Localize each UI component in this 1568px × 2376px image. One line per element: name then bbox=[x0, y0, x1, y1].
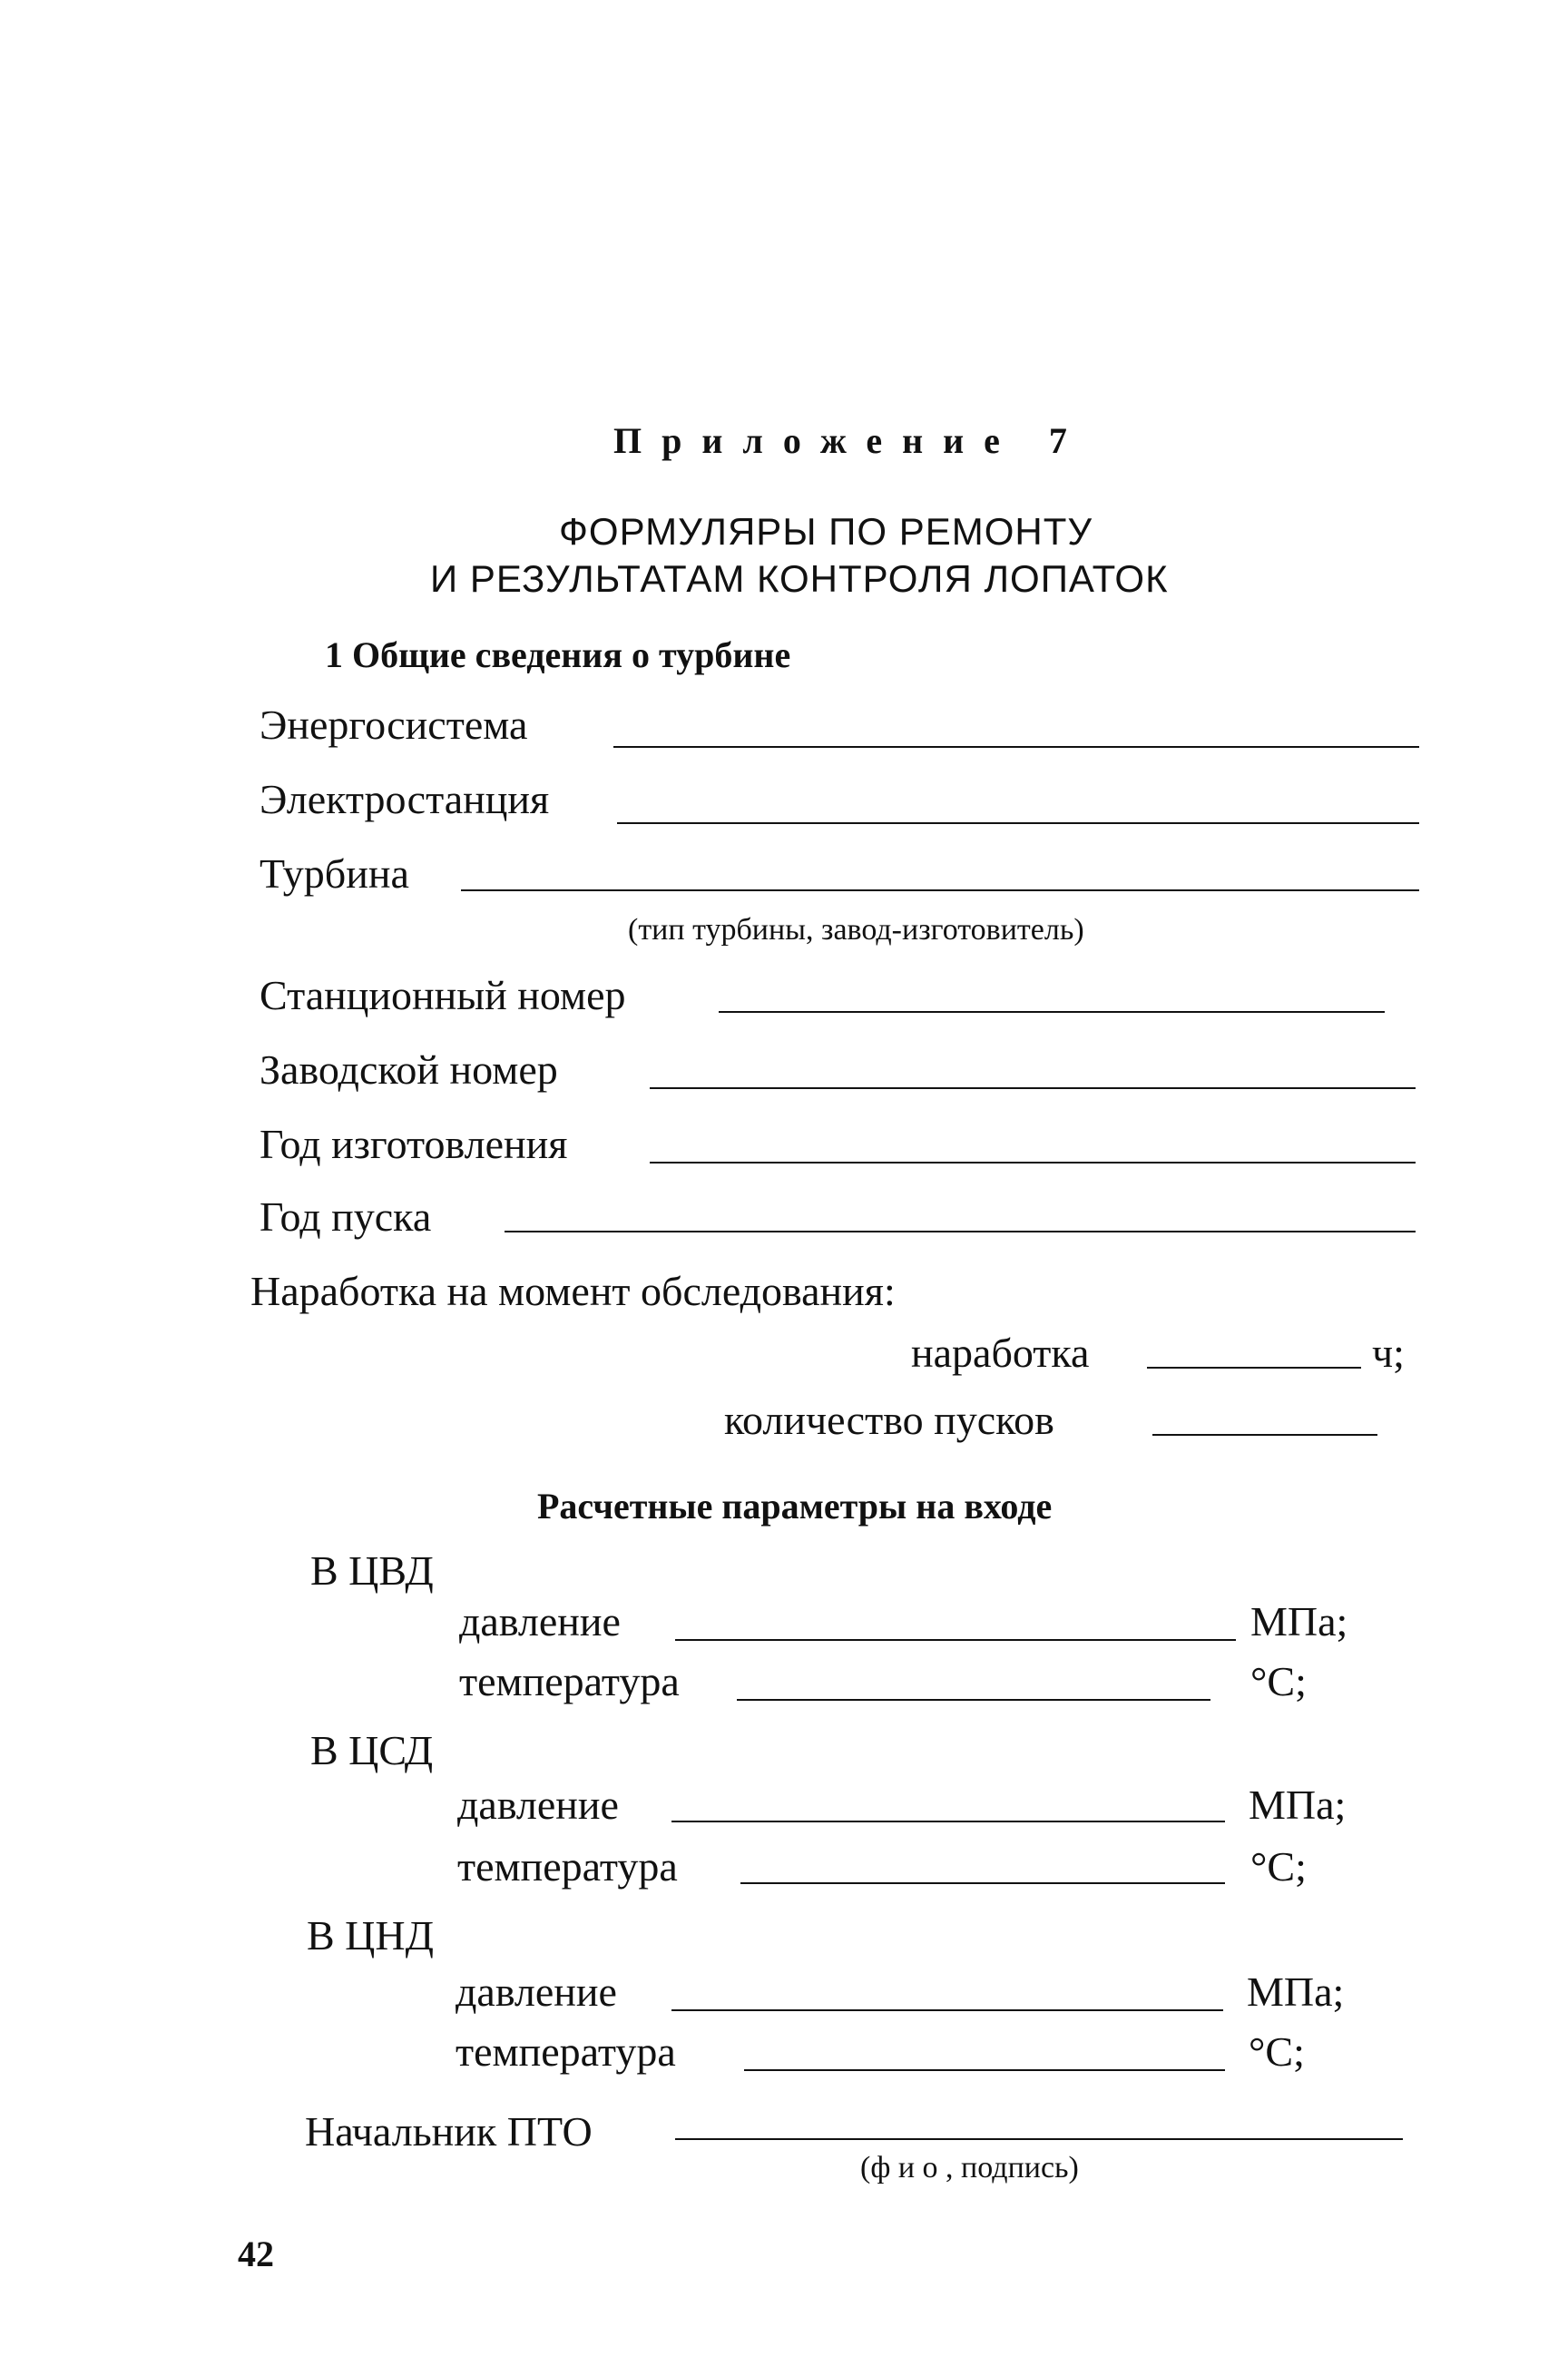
ip-pressure-unit: МПа; bbox=[1249, 1782, 1347, 1828]
ip-temperature-unit: °С; bbox=[1250, 1843, 1307, 1890]
manufacture-year-label: Год изготовления bbox=[260, 1121, 568, 1167]
ip-pressure-field[interactable] bbox=[671, 1821, 1225, 1822]
station-number-field[interactable] bbox=[719, 1011, 1385, 1013]
params-heading: Расчетные параметры на входе bbox=[537, 1486, 1053, 1527]
ip-temperature-label: температура bbox=[457, 1843, 678, 1890]
section-heading: 1 Общие сведения о турбине bbox=[325, 634, 791, 675]
start-year-label: Год пуска bbox=[260, 1193, 432, 1240]
manufacture-year-field[interactable] bbox=[650, 1162, 1416, 1163]
title-line-2: И РЕЗУЛЬТАТАМ КОНТРОЛЯ ЛОПАТОК bbox=[430, 557, 1169, 600]
power-station-field[interactable] bbox=[617, 822, 1419, 824]
turbine-field[interactable] bbox=[461, 889, 1419, 891]
operating-hours-field[interactable] bbox=[1147, 1367, 1361, 1369]
ip-pressure-label: давление bbox=[457, 1782, 619, 1828]
energy-system-field[interactable] bbox=[613, 746, 1419, 748]
operating-hours-label: наработка bbox=[911, 1330, 1090, 1376]
start-year-field[interactable] bbox=[505, 1231, 1416, 1232]
lp-title: В ЦНД bbox=[307, 1912, 434, 1959]
turbine-label: Турбина bbox=[260, 850, 409, 897]
start-count-field[interactable] bbox=[1152, 1434, 1377, 1436]
signature-hint: (ф и о , подпись) bbox=[860, 2151, 1079, 2185]
lp-temperature-unit: °С; bbox=[1249, 2028, 1305, 2075]
hp-pressure-unit: МПа; bbox=[1250, 1598, 1348, 1645]
lp-temperature-field[interactable] bbox=[744, 2069, 1225, 2071]
power-station-label: Электростанция bbox=[260, 776, 550, 822]
hp-pressure-field[interactable] bbox=[675, 1639, 1236, 1641]
lp-pressure-unit: МПа; bbox=[1247, 1969, 1345, 2015]
ip-temperature-field[interactable] bbox=[740, 1882, 1225, 1884]
factory-number-label: Заводской номер bbox=[260, 1046, 558, 1093]
station-number-label: Станционный номер bbox=[260, 972, 626, 1018]
lp-temperature-label: температура bbox=[456, 2028, 676, 2075]
hp-temperature-label: температура bbox=[459, 1658, 680, 1704]
ip-title: В ЦСД bbox=[310, 1727, 434, 1773]
operating-time-title: Наработка на момент обследования: bbox=[250, 1268, 896, 1314]
hp-temperature-field[interactable] bbox=[737, 1699, 1210, 1701]
appendix-label: Приложение 7 bbox=[613, 420, 1087, 461]
page-number: 42 bbox=[238, 2234, 274, 2274]
hp-pressure-label: давление bbox=[459, 1598, 621, 1645]
title-line-1: ФОРМУЛЯРЫ ПО РЕМОНТУ bbox=[559, 510, 1093, 553]
signature-label: Начальник ПТО bbox=[305, 2108, 593, 2155]
lp-pressure-label: давление bbox=[456, 1969, 617, 2015]
energy-system-label: Энергосистема bbox=[260, 702, 528, 748]
hp-temperature-unit: °С; bbox=[1250, 1658, 1307, 1704]
factory-number-field[interactable] bbox=[650, 1087, 1416, 1089]
start-count-label: количество пусков bbox=[724, 1397, 1054, 1443]
hp-title: В ЦВД bbox=[310, 1547, 434, 1594]
signature-field[interactable] bbox=[675, 2138, 1403, 2140]
turbine-hint: (тип турбины, завод-изготовитель) bbox=[628, 913, 1084, 947]
lp-pressure-field[interactable] bbox=[671, 2009, 1223, 2011]
hours-unit: ч; bbox=[1372, 1330, 1405, 1376]
